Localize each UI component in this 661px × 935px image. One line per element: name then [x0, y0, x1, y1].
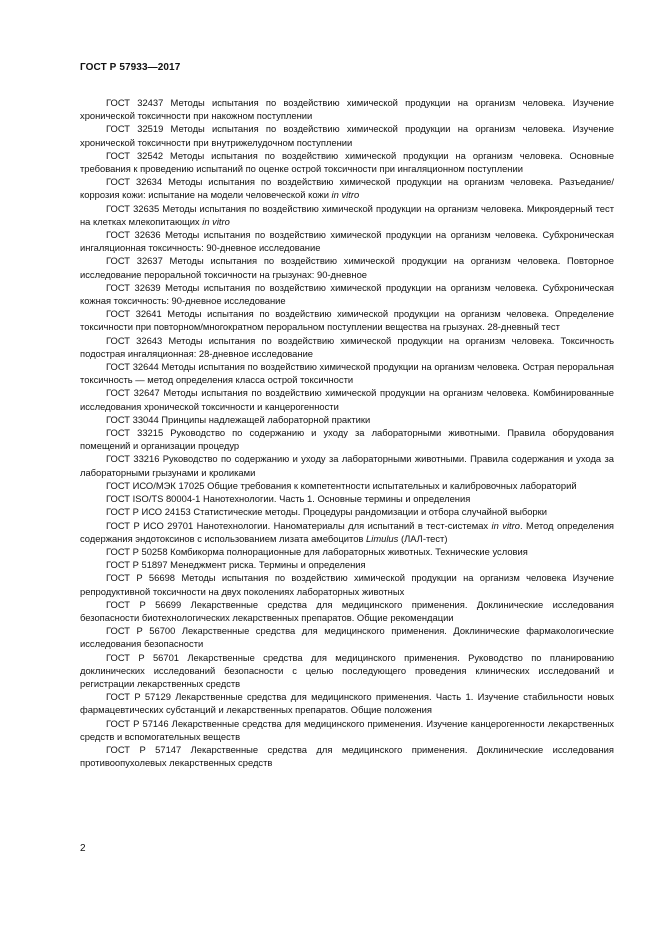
reference-text: . Метод определения содержания эндотоксинов с использованием лизата амебоцитов	[80, 519, 615, 544]
reference-item: ГОСТ Р 57147 Лекарственные средства для медицинского применения. Доклинические исследования противоопухолевых лекарственных средств	[80, 743, 614, 769]
reference-item	[80, 175, 614, 201]
reference-item: ГОСТ 32644 Методы испытания по воздействию химической продукции на организм человека. Острая пероральная токсичность — метод определения класса острой токсичности	[80, 361, 614, 386]
reference-item: ГОСТ Р 57146 Лекарственные средства для медицинского применения. Изучение канцерогенности лекарственных средств и вспомогательных веществ	[80, 717, 614, 742]
reference-item: ГОСТ 32519 Методы испытания по воздействию химической продукции на организм человека. Изучение хронической токсичности при внутрижелудочном поступлении	[80, 123, 614, 148]
reference-text: ГОСТ 32634 Методы испытания по воздействию химической продукции на организм человека. Разъедание/коррозия кожи: испытание на модели человеческой кожи	[80, 176, 614, 201]
reference-item: ГОСТ ИСО/МЭК 17025 Общие требования к компетентности испытательных и калибровочных лабораторий	[106, 479, 577, 491]
reference-item: ГОСТ Р 56699 Лекарственные средства для медицинского применения. Доклинические исследования безопасности биотехнологических лекарственных препаратов. Общие рекомендации	[80, 598, 614, 623]
reference-item	[80, 519, 614, 545]
reference-item	[80, 202, 614, 228]
reference-item: ГОСТ 32647 Методы испытания по воздействию химической продукции на организм человека. Комбинированные исследования хронической токсичности и канцерогенности	[80, 387, 614, 412]
page-header: ГОСТ Р 57933—2017	[80, 62, 181, 73]
reference-item: ГОСТ 32641 Методы испытания по воздействию химической продукции на организм человека. Определение токсичности при повторном/многократном пероральном поступлении вещества на грызунах. 28-дневный тест	[80, 308, 614, 333]
reference-italic-term: in vitro	[331, 189, 360, 201]
reference-item: ГОСТ Р 51897 Менеджмент риска. Термины и определения	[106, 559, 366, 571]
reference-item: ГОСТ Р 56698 Методы испытания по воздействию химической продукции на организм человека Изучение репродуктивной токсичности на двух поколениях лабораторных животных	[80, 572, 614, 597]
reference-item: ГОСТ Р 57129 Лекарственные средства для медицинского применения. Часть 1. Изучение стабильности новых фармацевтических субстанций и лекарственных препаратов. Общие положения	[80, 691, 614, 716]
reference-item: ГОСТ ISO/TS 80004-1 Нанотехнологии. Часть 1. Основные термины и определения	[106, 493, 471, 505]
reference-item: ГОСТ 33216 Руководство по содержанию и уходу за лабораторными животными. Правила содержания и ухода за лабораторными грызунами и кроликами	[80, 453, 614, 478]
normative-references-list	[80, 96, 614, 769]
reference-item: ГОСТ Р 56700 Лекарственные средства для медицинского применения. Доклинические фармакологические исследования безопасности	[80, 625, 614, 650]
reference-text: ГОСТ Р ИСО 29701 Нанотехнологии. Наноматериалы для испытаний в тест-системах	[106, 519, 492, 531]
reference-text: (ЛАЛ-тест)	[398, 532, 448, 544]
reference-item: ГОСТ 32542 Методы испытания по воздействию химической продукции на организм человека. Основные требования к проведению испытаний по оценке острой токсичности при ингаляционном поступлении	[80, 149, 614, 175]
reference-item: ГОСТ 33215 Руководство по содержанию и уходу за лабораторными животными. Правила оборудования помещений и организации процедур	[80, 427, 614, 452]
page-number: 2	[80, 843, 86, 854]
reference-item: ГОСТ 33044 Принципы надлежащей лабораторной практики	[106, 413, 371, 425]
reference-italic-term: Limulus	[366, 532, 399, 544]
reference-italic-term: in vitro	[491, 519, 520, 531]
reference-item: ГОСТ Р 50258 Комбикорма полнорационные для лабораторных животных. Технические условия	[106, 545, 528, 557]
reference-item: ГОСТ Р 56701 Лекарственные средства для медицинского применения. Руководство по планированию доклинических исследований безопасности с целью последующего проведения клинических исследований и регистрации лекарственных средств	[80, 651, 614, 689]
reference-item: ГОСТ 32636 Методы испытания по воздействию химической продукции на организм человека. Субхроническая ингаляционная токсичность: 90-дневное исследование	[80, 229, 614, 254]
reference-item: ГОСТ 32639 Методы испытания по воздействию химической продукции на организм человека. Субхроническая кожная токсичность: 90-дневное исследование	[80, 281, 614, 307]
reference-item: ГОСТ 32643 Методы испытания по воздействию химической продукции на организм человека. Токсичность подострая ингаляционная: 28-дневное исследование	[80, 334, 614, 359]
reference-item: ГОСТ 32637 Методы испытания по воздействию химической продукции на организм человека. Повторное исследование пероральной токсичности на грызунах: 90-дневное	[80, 255, 614, 280]
reference-italic-term: in vitro	[202, 215, 230, 227]
reference-item: ГОСТ 32437 Методы испытания по воздействию химической продукции на организм человека. Изучение хронической токсичности при накожном поступлении	[80, 97, 614, 122]
reference-item: ГОСТ Р ИСО 24153 Статистические методы. Процедуры рандомизации и отбора случайной выборки	[106, 506, 547, 518]
reference-text: ГОСТ 32635 Методы испытания по воздействию химической продукции на организм человека. Микроядерный тест на клетках млекопитающих	[80, 202, 614, 227]
